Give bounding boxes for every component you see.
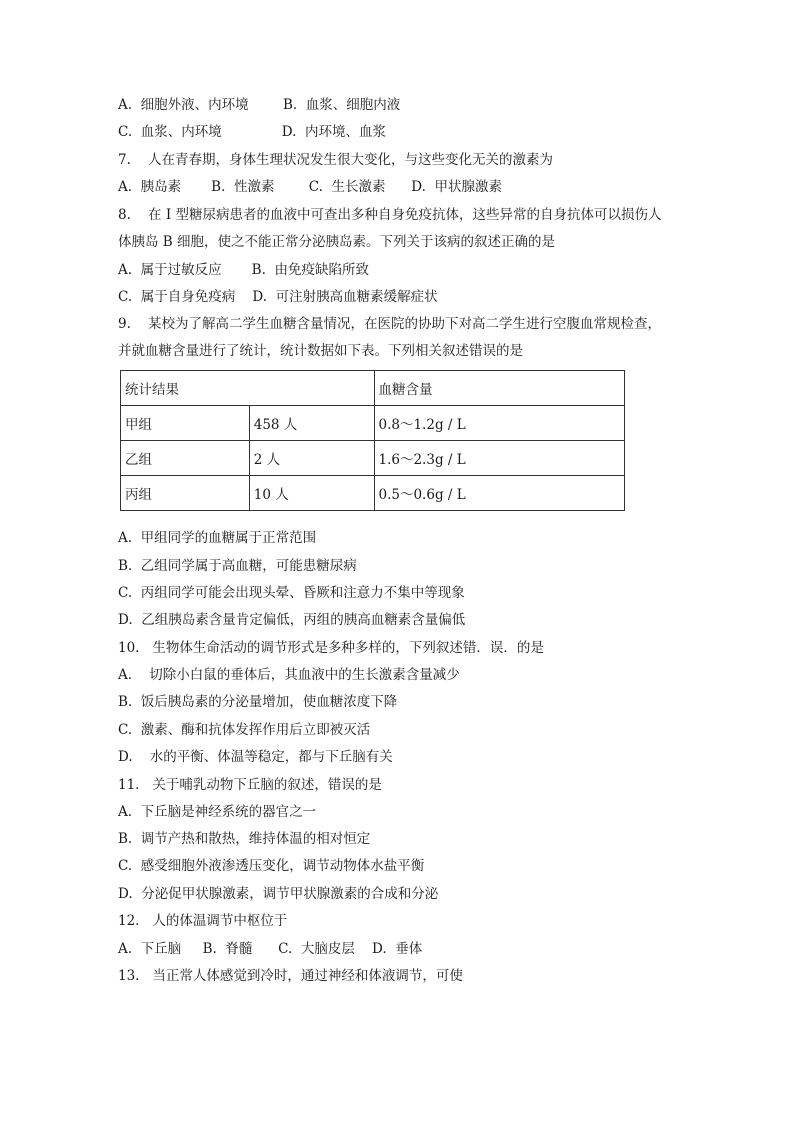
q9-option-b: B. 乙组同学属于高血糖，可能患糖尿病 <box>118 558 357 574</box>
q6-options-ab: A. 细胞外液、内环境 B. 血浆、细胞内液 <box>118 97 401 113</box>
q7-options: A. 胰岛素 B. 性激素 C. 生长激素 D. 甲状腺激素 <box>118 179 502 195</box>
q9-option-a: A. 甲组同学的血糖属于正常范围 <box>118 530 317 546</box>
table-cell-range: 0.5～0.6g / L <box>374 476 625 511</box>
q9-option-c: C. 丙组同学可能会出现头晕、昏厥和注意力不集中等现象 <box>118 585 465 601</box>
table-header-row <box>121 371 625 406</box>
q8-stem-line1: 8. 在 I 型糖尿病患者的血液中可查出多种自身免疫抗体，这些异常的自身抗体可以损伤人 <box>118 207 662 223</box>
q10-option-c: C. 激素、酶和抗体发挥作用后立即被灭活 <box>118 722 371 738</box>
q9-option-d: D. 乙组胰岛素含量肯定偏低，丙组的胰高血糖素含量偏低 <box>118 612 466 628</box>
q10-option-b: B. 饭后胰岛素的分泌量增加，使血糖浓度下降 <box>118 694 398 710</box>
table-cell-count: 2 人 <box>249 441 374 476</box>
table-header-stats: 统计结果 <box>121 371 375 406</box>
q8-stem-line2: 体胰岛 B 细胞，使之不能正常分泌胰岛素。下列关于该病的叙述正确的是 <box>118 234 556 250</box>
table-row <box>121 406 625 441</box>
q11-option-d: D. 分泌促甲状腺激素，调节甲状腺激素的合成和分泌 <box>118 886 439 902</box>
q11-option-b: B. 调节产热和散热，维持体温的相对恒定 <box>118 831 371 847</box>
table-row <box>121 441 625 476</box>
q10-stem: 10. 生物体生命活动的调节形式是多种多样的，下列叙述错．误．的是 <box>118 640 544 656</box>
q13-stem: 13. 当正常人体感觉到冷时，通过神经和体液调节，可使 <box>118 968 463 984</box>
q11-stem: 11. 关于哺乳动物下丘脑的叙述，错误的是 <box>118 777 382 793</box>
q10-option-a: A. 切除小白鼠的垂体后，其血液中的生长激素含量减少 <box>118 667 460 683</box>
table-cell-count: 10 人 <box>249 476 374 511</box>
table-cell-group: 甲组 <box>121 406 250 441</box>
q9-stem-line2: 并就血糖含量进行了统计，统计数据如下表。下列相关叙述错误的是 <box>118 343 523 359</box>
q9-stem-line1: 9. 某校为了解高二学生血糖含量情况，在医院的协助下对高二学生进行空腹血常规检查， <box>118 316 662 332</box>
q7-stem: 7. 人在青春期，身体生理状况发生很大变化，与这些变化无关的激素为 <box>118 152 554 168</box>
q12-options: A. 下丘脑 B. 脊髓 C. 大脑皮层 D. 垂体 <box>118 941 423 957</box>
q8-options-ab: A. 属于过敏反应 B. 由免疫缺陷所致 <box>118 262 369 278</box>
q11-option-a: A. 下丘脑是神经系统的器官之一 <box>118 804 317 820</box>
q8-options-cd: C. 属于自身免疫病 D. 可注射胰高血糖素缓解症状 <box>118 289 438 305</box>
q11-option-c: C. 感受细胞外液渗透压变化，调节动物体水盐平衡 <box>118 858 425 874</box>
q10-option-d: D. 水的平衡、体温等稳定，都与下丘脑有关 <box>118 749 393 765</box>
table-cell-range: 1.6～2.3g / L <box>374 441 625 476</box>
table-cell-range: 0.8～1.2g / L <box>374 406 625 441</box>
table-cell-group: 丙组 <box>121 476 250 511</box>
table-row <box>121 476 625 511</box>
q6-options-cd: C. 血浆、内环境 D. 内环境、血浆 <box>118 124 387 140</box>
q12-stem: 12. 人的体温调节中枢位于 <box>118 913 288 929</box>
table-header-glucose: 血糖含量 <box>374 371 625 406</box>
table-cell-group: 乙组 <box>121 441 250 476</box>
blood-sugar-table <box>120 370 625 511</box>
table-cell-count: 458 人 <box>249 406 374 441</box>
